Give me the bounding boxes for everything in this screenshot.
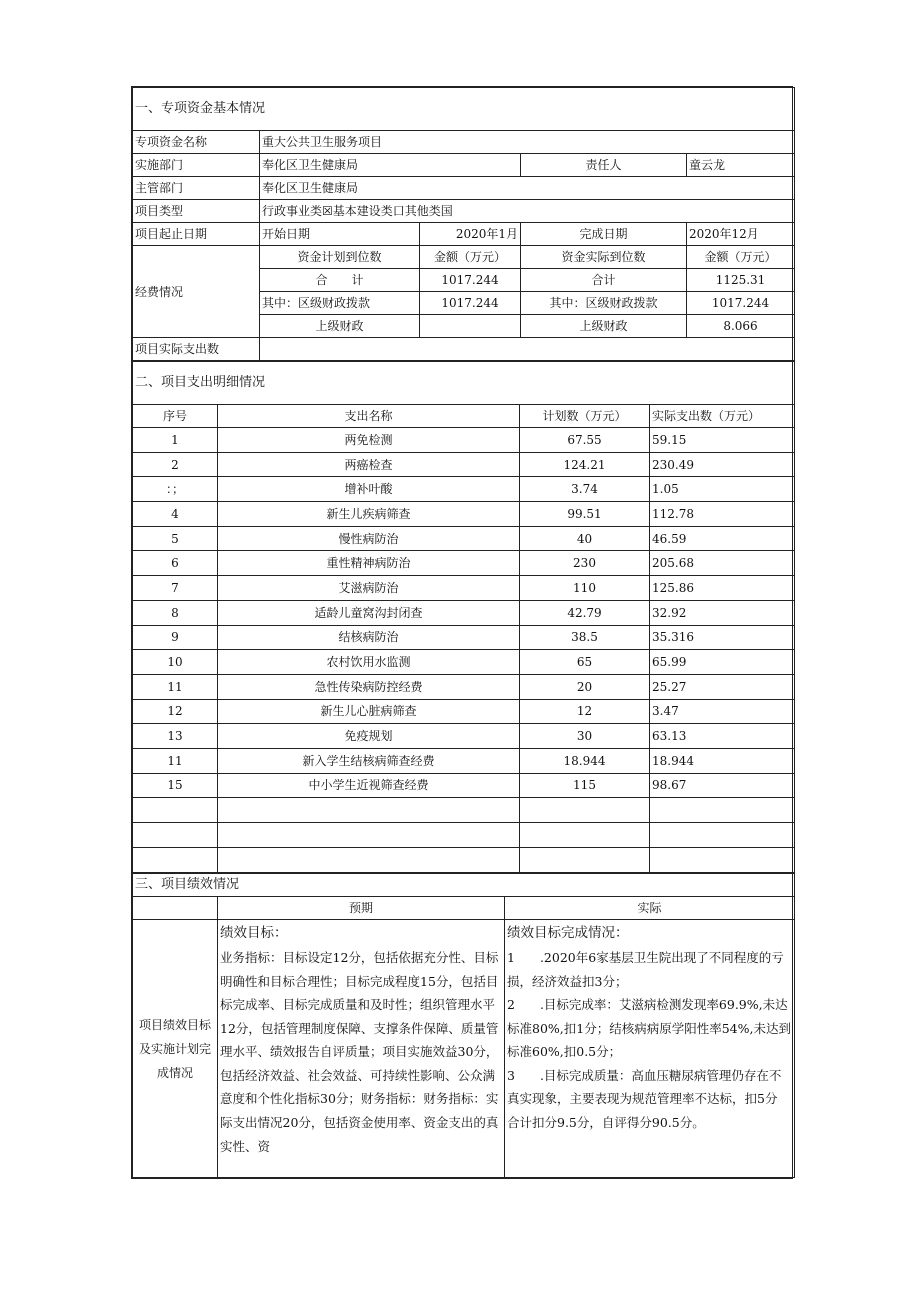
row-actual: 32.92: [650, 600, 795, 625]
row-name: 新入学生结核病筛查经费: [218, 748, 520, 773]
district-plan-label: 其中：区级财政拨款: [260, 292, 420, 315]
total-plan-label: 合 计: [260, 269, 420, 292]
actual-title: 绩效目标完成情况：: [507, 925, 629, 942]
fund-name-value: 重大公共卫生服务项目: [260, 131, 795, 154]
row-name: 增补叶酸: [218, 477, 520, 502]
table-row: [133, 625, 795, 650]
total-actual-value: 1125.31: [687, 269, 795, 292]
perf-header-expected: 预期: [218, 897, 505, 920]
row-plan: 42.79: [520, 600, 650, 625]
perf-actual-cell: [505, 920, 795, 1178]
row-no: 9: [133, 625, 218, 650]
row-actual: 46.59: [650, 526, 795, 551]
actual-label: 资金实际到位数: [521, 246, 687, 269]
row-actual: 63.13: [650, 724, 795, 749]
section2-title: 二、项目支出明细情况: [133, 362, 795, 405]
row-no: 7: [133, 576, 218, 601]
perf-expected-cell: [218, 920, 505, 1178]
supervisor-label: 主管部门: [133, 177, 260, 200]
row-no: [133, 823, 218, 848]
expense-header-row: [133, 405, 795, 428]
total-plan-value: 1017.244: [420, 269, 521, 292]
row-no: 11: [133, 674, 218, 699]
row-plan: 38.5: [520, 625, 650, 650]
total-actual-label: 合计: [521, 269, 687, 292]
row-actual: 112.78: [650, 502, 795, 527]
row-name: 艾滋病防治: [218, 576, 520, 601]
table-row: [133, 526, 795, 551]
fund-name-label: 专项资金名称: [133, 131, 260, 154]
perf-header-row: [133, 897, 795, 920]
row-name: 农村饮用水监测: [218, 650, 520, 675]
project-type-row: [133, 200, 795, 223]
row-plan: 110: [520, 576, 650, 601]
perf-header-blank: [133, 897, 218, 920]
row-name: 新生儿疾病筛查: [218, 502, 520, 527]
row-no: ：；: [133, 477, 218, 502]
table-row: [133, 748, 795, 773]
row-actual: 59.15: [650, 428, 795, 453]
actual-amount-label: 金额（万元）: [687, 246, 795, 269]
row-name: 两免检测: [218, 428, 520, 453]
table-row: [133, 699, 795, 724]
row-plan: 12: [520, 699, 650, 724]
table-row: [133, 823, 795, 848]
supervisor-row: [133, 177, 795, 200]
table-row: [133, 600, 795, 625]
actual-item-1: 1 .2020年6家基层卫生院出现了不同程度的亏损，经济效益扣3分；: [507, 949, 784, 989]
impl-dept-row: [133, 154, 795, 177]
perf-row-label: 项目绩效目标及实施计划完成情况: [133, 920, 218, 1178]
row-name: 新生儿心脏病筛查: [218, 699, 520, 724]
actual-item-3: 3 .目标完成质量：高血压糖尿病管理仍存在不真实现象，主要表现为规范管理率不达标，扣5分: [507, 1067, 782, 1107]
row-actual: 1.05: [650, 477, 795, 502]
row-no: 1: [133, 428, 218, 453]
upper-plan-value: [420, 315, 521, 338]
district-actual-value: 1017.244: [687, 292, 795, 315]
project-dates-label: 项目起止日期: [133, 223, 260, 246]
plan-label: 资金计划到位数: [260, 246, 420, 269]
plan-amount-label: 金额（万元）: [420, 246, 521, 269]
table-row: [133, 724, 795, 749]
basic-info-table: [132, 87, 795, 361]
row-plan: 3.74: [520, 477, 650, 502]
row-actual: 65.99: [650, 650, 795, 675]
row-name: [218, 798, 520, 823]
table-row: [133, 650, 795, 675]
header-no: 序号: [133, 405, 218, 428]
row-name: 急性传染病防控经费: [218, 674, 520, 699]
row-name: 免疫规划: [218, 724, 520, 749]
table-row: [133, 674, 795, 699]
row-no: 2: [133, 452, 218, 477]
funding-label: 经费情况: [133, 246, 260, 338]
row-actual: [650, 823, 795, 848]
table-row: [133, 551, 795, 576]
expense-detail-table: [132, 361, 795, 873]
project-type-value: 行政事业类☒基本建设类口其他类国: [260, 200, 795, 223]
upper-actual-label: 上级财政: [521, 315, 687, 338]
row-actual: 230.49: [650, 452, 795, 477]
row-no: [133, 848, 218, 873]
row-no: [133, 798, 218, 823]
row-plan: 18.944: [520, 748, 650, 773]
section1-title-row: [133, 88, 795, 131]
row-plan: [520, 848, 650, 873]
row-name: 中小学生近视筛查经费: [218, 773, 520, 798]
perf-header-actual: 实际: [505, 897, 795, 920]
actual-item-2: 2 .目标完成率：艾滋病检测发现率69.9%,未达标准80%,扣1分；结核病病原学阳性率54%,未达到标准60%,扣0.5分；: [507, 997, 791, 1060]
table-row: [133, 798, 795, 823]
row-no: 8: [133, 600, 218, 625]
table-row: [133, 428, 795, 453]
row-plan: 65: [520, 650, 650, 675]
row-no: 10: [133, 650, 218, 675]
perf-content-row: [133, 920, 795, 1178]
header-actual: 实际支出数（万元）: [650, 405, 795, 428]
row-plan: 20: [520, 674, 650, 699]
row-no: 5: [133, 526, 218, 551]
row-actual: [650, 848, 795, 873]
upper-plan-label: 上级财政: [260, 315, 420, 338]
actual-item-4: 合计扣分9.5分，自评得分90.5分。: [507, 1115, 705, 1131]
end-date-value: 2020年12月: [687, 223, 795, 246]
row-name: 适龄儿童窝沟封闭查: [218, 600, 520, 625]
row-plan: 230: [520, 551, 650, 576]
row-no: 4: [133, 502, 218, 527]
row-no: 15: [133, 773, 218, 798]
table-row: [133, 576, 795, 601]
row-name: [218, 823, 520, 848]
row-actual: 35.316: [650, 625, 795, 650]
section3-title-row: [133, 874, 795, 897]
row-plan: 30: [520, 724, 650, 749]
funding-header-row: [133, 246, 795, 269]
actual-spend-row: [133, 338, 795, 361]
row-name: [218, 848, 520, 873]
actual-spend-label: 项目实际支出数: [133, 338, 260, 361]
row-no: 12: [133, 699, 218, 724]
impl-dept-label: 实施部门: [133, 154, 260, 177]
section2-title-row: [133, 362, 795, 405]
upper-actual-value: 8.066: [687, 315, 795, 338]
row-plan: [520, 798, 650, 823]
responsible-value: 童云龙: [687, 154, 795, 177]
row-name: 重性精神病防治: [218, 551, 520, 576]
row-plan: [520, 823, 650, 848]
row-name: 慢性病防治: [218, 526, 520, 551]
expected-title: 绩效目标：: [220, 925, 288, 942]
start-date-value: 2020年1月: [420, 223, 521, 246]
row-no: 13: [133, 724, 218, 749]
row-name: 结核病防治: [218, 625, 520, 650]
table-row: [133, 477, 795, 502]
row-actual: [650, 798, 795, 823]
table-row: [133, 773, 795, 798]
table-row: [133, 502, 795, 527]
project-type-label: 项目类型: [133, 200, 260, 223]
row-plan: 40: [520, 526, 650, 551]
district-actual-label: 其中：区级财政拨款: [521, 292, 687, 315]
performance-table: [132, 873, 795, 1178]
fund-name-row: [133, 131, 795, 154]
row-actual: 205.68: [650, 551, 795, 576]
district-plan-value: 1017.244: [420, 292, 521, 315]
row-actual: 125.86: [650, 576, 795, 601]
end-date-label: 完成日期: [521, 223, 687, 246]
row-name: 两癌检查: [218, 452, 520, 477]
row-actual: 98.67: [650, 773, 795, 798]
start-date-label: 开始日期: [260, 223, 420, 246]
row-actual: 25.27: [650, 674, 795, 699]
row-actual: 18.944: [650, 748, 795, 773]
row-plan: 99.51: [520, 502, 650, 527]
table-row: [133, 848, 795, 873]
impl-dept-value: 奉化区卫生健康局: [260, 154, 521, 177]
row-no: 6: [133, 551, 218, 576]
row-plan: 124.21: [520, 452, 650, 477]
row-plan: 67.55: [520, 428, 650, 453]
actual-spend-value: [260, 338, 795, 361]
expected-text: 业务指标：目标设定12分，包括依据充分性、目标明确性和目标合理性；目标完成程度15分，包括目标完成率、目标完成质量和及时性；组织管理水平12分，包括管理制度保障、支撑条件保障、质量管理水平、绩效报告自评质量；项目实施效益30分，包括经济效益、社会效益、可持续性影响、公众满意度和个性化指标30分；财务指标：财务指标：实际支出情况20分，包括资金使用率、资金支出的真实性、资: [220, 949, 499, 1154]
row-plan: 115: [520, 773, 650, 798]
supervisor-value: 奉化区卫生健康局: [260, 177, 795, 200]
responsible-label: 责任人: [521, 154, 687, 177]
fund-report-form: [131, 86, 793, 1179]
header-plan: 计划数（万元）: [520, 405, 650, 428]
row-no: 11: [133, 748, 218, 773]
expense-rows: [133, 428, 795, 873]
section1-title: 一、专项资金基本情况: [133, 88, 795, 131]
section3-title: 三、项目绩效情况: [133, 874, 795, 897]
project-dates-row: [133, 223, 795, 246]
row-actual: 3.47: [650, 699, 795, 724]
header-name: 支出名称: [218, 405, 520, 428]
table-row: [133, 452, 795, 477]
